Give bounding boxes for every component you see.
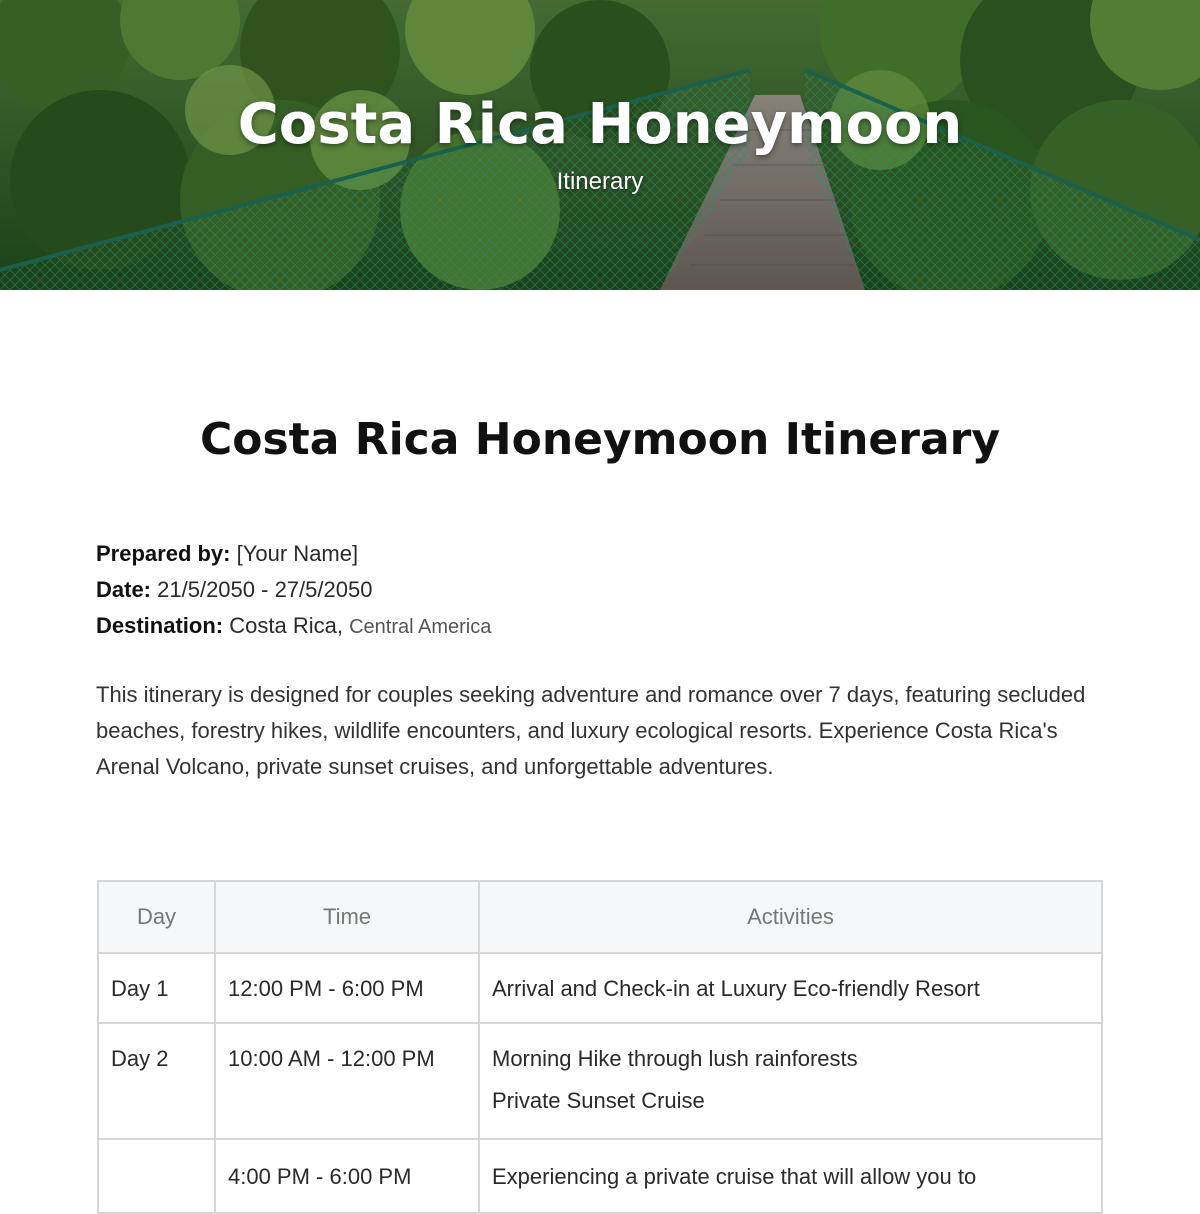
activity-item: Private Sunset Cruise <box>492 1088 705 1113</box>
table-header-row <box>98 881 1102 953</box>
destination-value: Costa Rica, <box>229 613 343 638</box>
activity-item: Arrival and Check-in at Luxury Eco-friendly Resort <box>492 976 980 1001</box>
table-row <box>98 953 1102 1023</box>
table-row <box>98 1023 1102 1139</box>
banner-subtitle: Itinerary <box>556 168 644 195</box>
destination-label: Destination: <box>96 613 224 638</box>
destination-row <box>96 608 491 645</box>
time-cell: 10:00 AM - 12:00 PM <box>215 1023 479 1139</box>
column-header-activities: Activities <box>479 881 1102 953</box>
date-label: Date: <box>96 577 152 602</box>
banner-title: Costa Rica Honeymoon <box>237 92 963 157</box>
intro-paragraph: This itinerary is designed for couples seeking adventure and romance over 7 days, featuring secluded beaches, forestry hikes, wildlife encounters, and luxury ecological resorts. Experience Costa Rica's Arenal Volcano, private sunset cruises, and unforgettable adventures. <box>96 682 1086 779</box>
day-cell <box>98 1139 215 1213</box>
time-cell: 12:00 PM - 6:00 PM <box>215 953 479 1023</box>
header-banner <box>0 0 1200 290</box>
activities-cell <box>479 1139 1102 1213</box>
page-title: Costa Rica Honeymoon Itinerary <box>199 414 1001 465</box>
itinerary-table <box>97 880 1103 1214</box>
activities-cell <box>479 1023 1102 1139</box>
prepared-by-label: Prepared by: <box>96 541 231 566</box>
activity-item: Experiencing a private cruise that will allow you to <box>492 1164 977 1189</box>
date-value: 21/5/2050 - 27/5/2050 <box>157 577 373 602</box>
column-header-day: Day <box>98 881 215 953</box>
day-cell: Day 2 <box>98 1023 215 1139</box>
time-cell: 4:00 PM - 6:00 PM <box>215 1139 479 1213</box>
table-row <box>98 1139 1102 1213</box>
destination-region: Central America <box>349 616 492 638</box>
day-cell: Day 1 <box>98 953 215 1023</box>
prepared-by-row <box>96 536 491 572</box>
activity-item: Morning Hike through lush rainforests <box>492 1046 858 1071</box>
prepared-by-value: [Your Name] <box>236 541 359 566</box>
column-header-time: Time <box>215 881 479 953</box>
date-row <box>96 572 491 608</box>
meta-info <box>96 536 491 645</box>
activities-cell <box>479 953 1102 1023</box>
